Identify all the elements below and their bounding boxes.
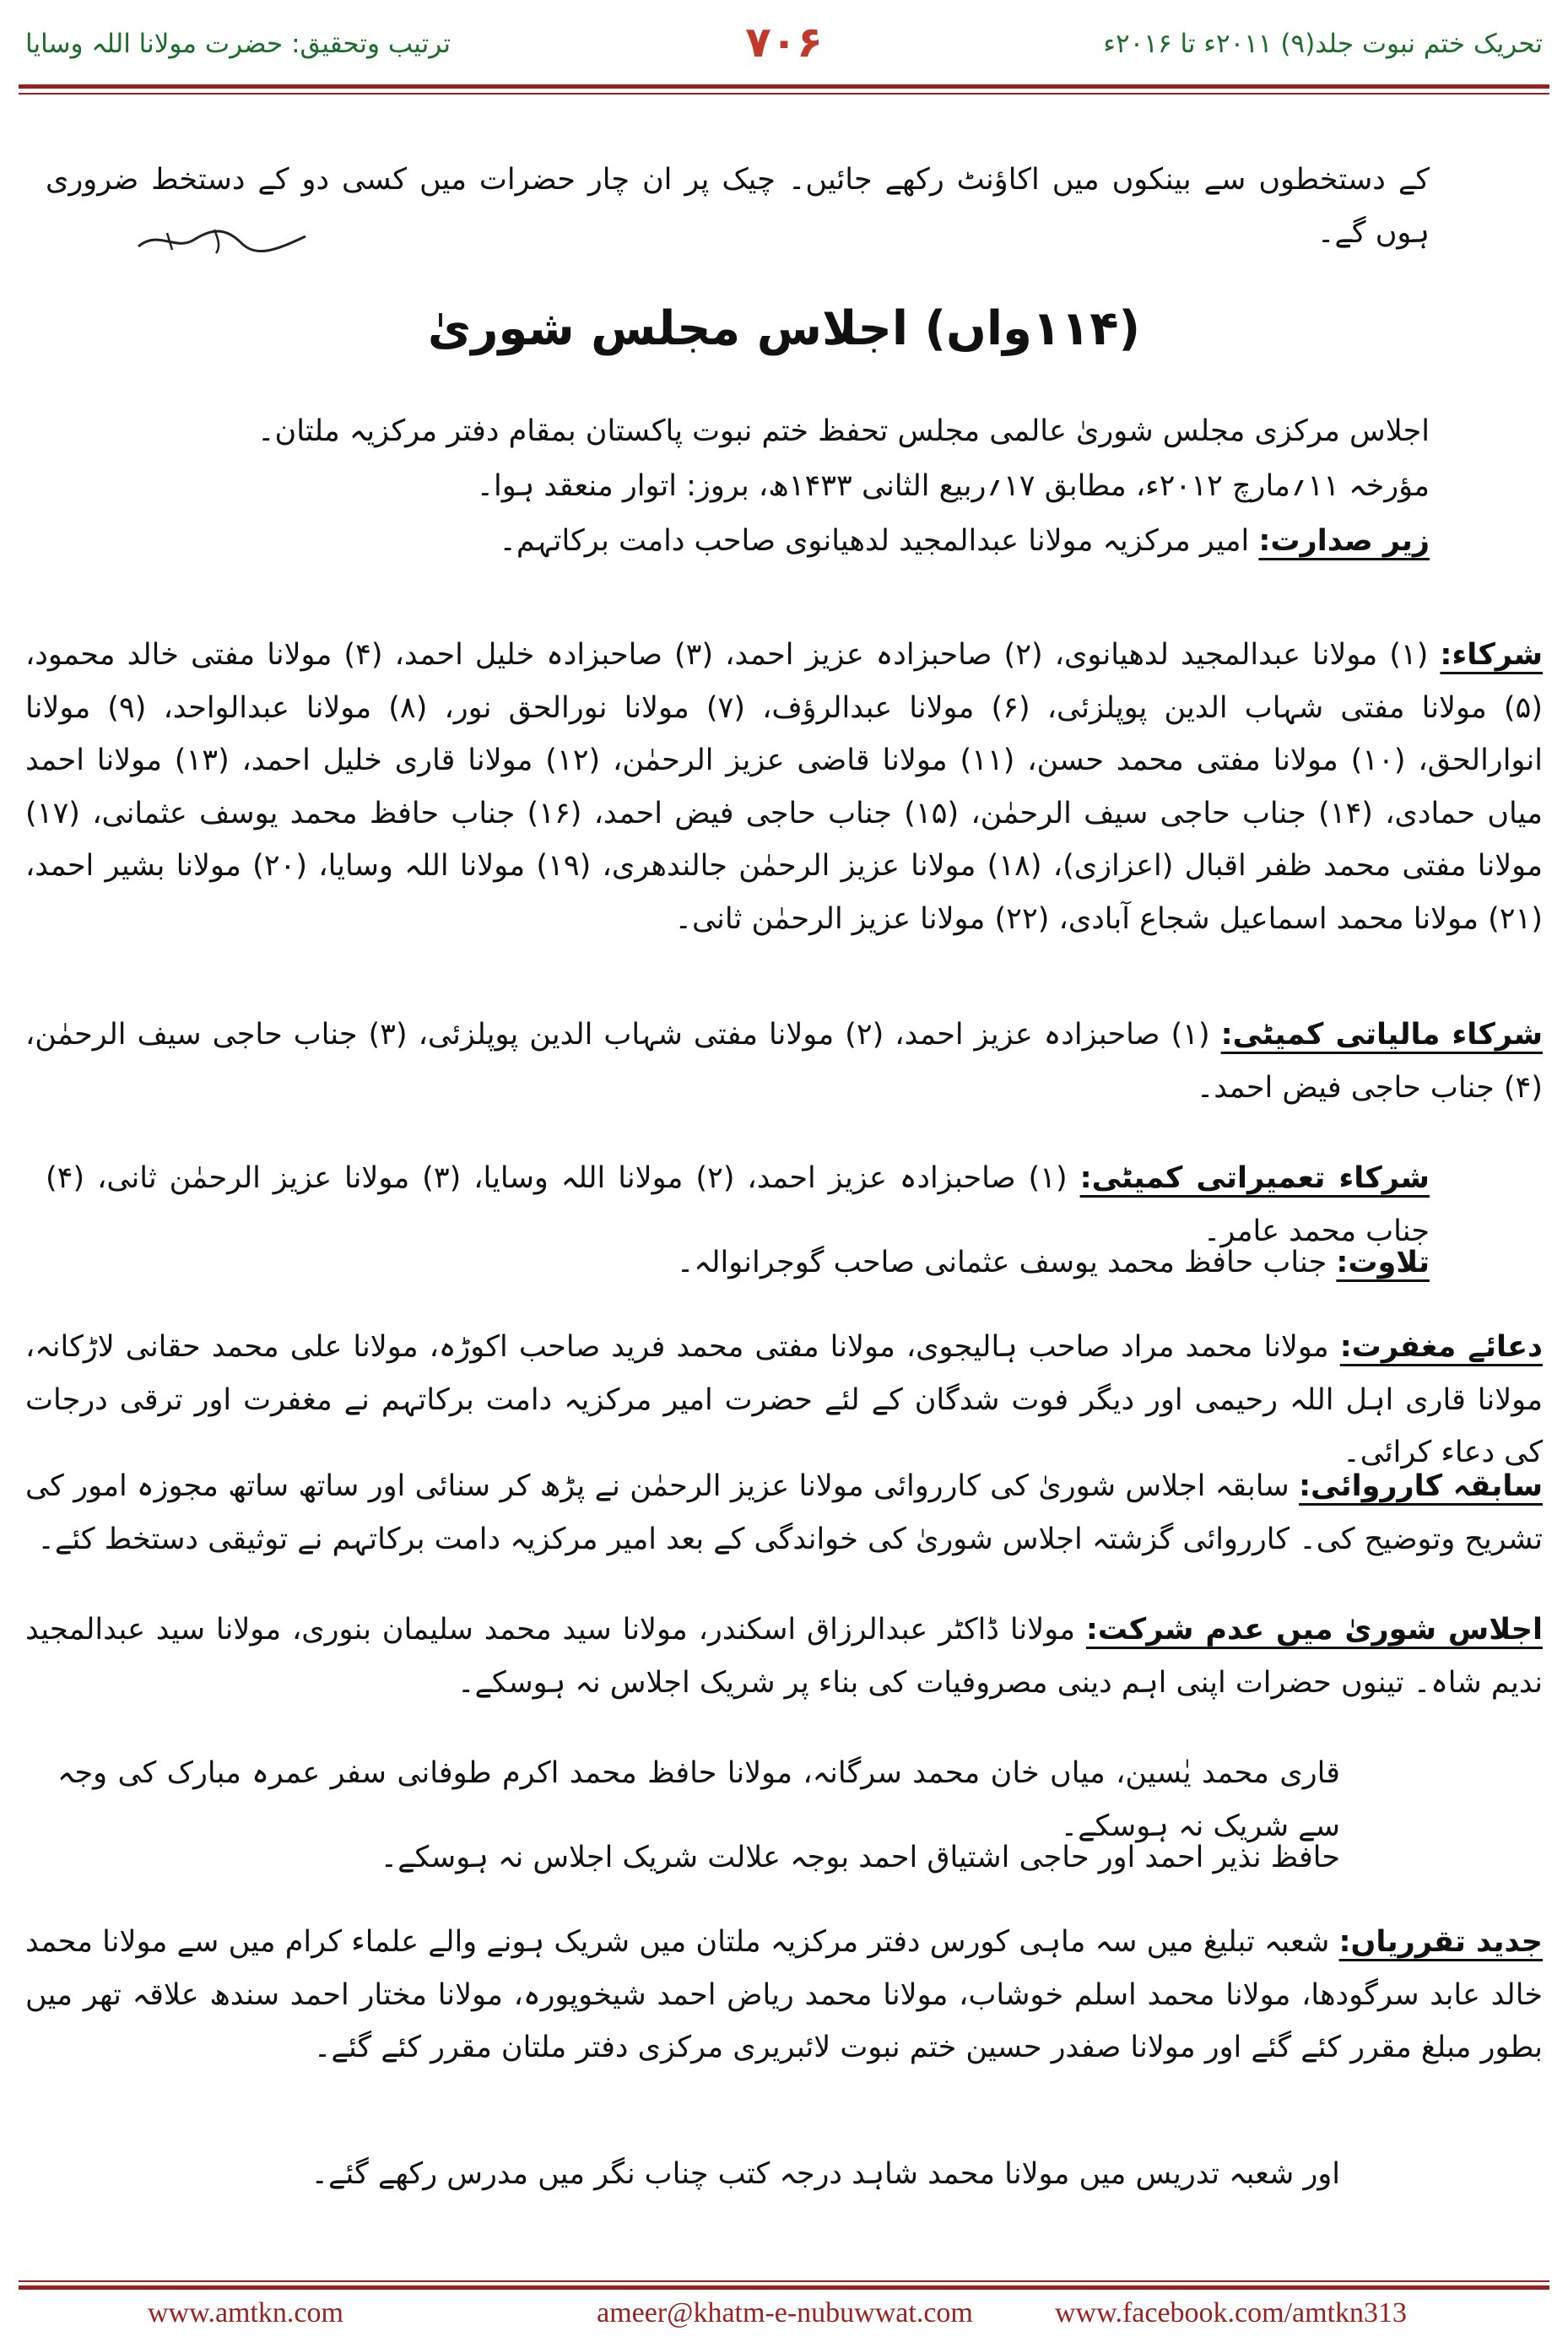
recitation-paragraph <box>46 1236 1430 1290</box>
series-title: تحریک ختم نبوت جلد(۹) ۲۰۱۱ء تا ۲۰۱۶ء <box>1103 29 1543 59</box>
facebook-link[interactable]: www.facebook.com/amtkn313 <box>1055 2297 1408 2328</box>
construction-committee-label: شرکاء تعمیراتی کمیٹی: <box>1079 1161 1430 1195</box>
participants-label: شرکاء: <box>1440 638 1543 672</box>
appointments-label: جدید تقرریاں: <box>1338 1925 1543 1959</box>
signature-mark <box>133 221 311 260</box>
absence-paragraph <box>25 1604 1543 1709</box>
presidency-paragraph <box>46 515 1430 568</box>
header-rule-thin <box>19 93 1549 95</box>
intro-line: کے دستخطوں سے بینکوں میں اکاؤنٹ رکھے جائیں۔ چیک پر ان چار حضرات میں کسی دو کے دستخط ضروری ہوں گے۔ <box>46 163 1430 250</box>
website-link[interactable]: www.amtkn.com <box>148 2297 343 2328</box>
finance-committee-label: شرکاء مالیاتی کمیٹی: <box>1220 1018 1543 1052</box>
previous-proceedings-text: سابقہ اجلاس شوریٰ کی کارروائی مولانا عزیز الرحمٰن نے پڑھ کر سنائی اور ساتھ ساتھ مجوزہ امور کی تشریح وتوضیح کی۔ کارروائی گزشتہ اجلاس شوریٰ کی خواندگی کے بعد امیر مرکزیہ دامت برکاتہم نے توثیقی دستخط کئے۔ <box>25 1469 1543 1556</box>
previous-proceedings-paragraph <box>25 1460 1543 1566</box>
recitation-label: تلاوت: <box>1336 1246 1430 1279</box>
appointments-text: شعبہ تبلیغ میں سہ ماہی کورس دفتر مرکزیہ ملتان میں شریک ہونے والے علماء کرام میں سے مولانا محمد خالد عابد سرگودھا، مولانا محمد اسلم خوشاب، مولانا محمد ریاض احمد شیخوپورہ، مولانا مختار احمد سندھ علاقہ تھر میں بطور مبلغ مقرر کئے گئے اور مولانا صفدر حسین ختم نبوت لائبریری مرکزی دفتر ملتان مقرر کئے گئے۔ <box>25 1925 1543 2064</box>
prayer-paragraph <box>25 1321 1543 1479</box>
meeting-line-2: مؤرخہ ۱۱؍مارچ ۲۰۱۲ء، مطابق ۱۷؍ربیع الثانی ۱۴۳۳ھ، بروز: اتوار منعقد ہوا۔ <box>476 469 1430 503</box>
footer-rule-thin <box>19 2280 1549 2282</box>
email-link[interactable]: ameer@khatm-e-nubuwwat.com <box>597 2297 973 2328</box>
absence-line-3: حافظ نذیر احمد اور حاجی اشتیاق احمد بوجہ علالت شریک اجلاس نہ ہوسکے۔ <box>380 1841 1340 1874</box>
absence-text: مولانا ڈاکٹر عبدالرزاق اسکندر، مولانا سید محمد سلیمان بنوری، مولانا سید عبدالمجید ندیم شاہ۔ تینوں حضرات اپنی اہم دینی مصروفیات کی بناء پر شریک اجلاس نہ ہوسکے۔ <box>25 1613 1543 1700</box>
appointments-paragraph <box>25 1916 1543 2074</box>
presidency-label: زیر صدارت: <box>1258 524 1430 558</box>
construction-committee-text: (۱) صاحبزادہ عزیز احمد، (۲) مولانا اللہ وسایا، (۳) مولانا عزیز الرحمٰن ثانی، (۴) جناب محمد عامر۔ <box>46 1161 1430 1248</box>
footer-rule <box>19 2285 1549 2290</box>
recitation-text: جناب حافظ محمد یوسف عثمانی صاحب گوجرانوالہ۔ <box>676 1246 1337 1279</box>
absence-label: اجلاس شوریٰ میں عدم شرکت: <box>1085 1613 1543 1647</box>
page-title: (۱۱۴واں) اجلاس مجلس شوریٰ <box>427 301 1141 356</box>
page-header <box>0 0 1568 84</box>
finance-committee-text: (۱) صاحبزادہ عزیز احمد، (۲) مولانا مفتی شہاب الدین پوپلزئی، (۳) جناب حاجی سیف الرحمٰن، (۴) جناب حاجی فیض احمد۔ <box>25 1018 1543 1105</box>
participants-paragraph <box>25 629 1543 945</box>
header-rule <box>19 84 1549 89</box>
finance-committee-paragraph <box>25 1009 1543 1114</box>
appointments-line-2: اور شعبہ تدریس میں مولانا محمد شاہد درجہ کتب چناب نگر میں مدرس رکھے گئے۔ <box>311 2157 1340 2191</box>
meeting-line-1: اجلاس مرکزی مجلس شوریٰ عالمی مجلس تحفظ ختم نبوت پاکستان بمقام دفتر مرکزیہ ملتان۔ <box>257 414 1430 448</box>
previous-proceedings-label: سابقہ کارروائی: <box>1299 1469 1543 1503</box>
page-number: ۷۰۶ <box>745 18 823 67</box>
prayer-text: مولانا محمد مراد صاحب ہالیجوی، مولانا مفتی محمد فرید صاحب اکوڑہ، مولانا علی محمد حقانی لاڑکانہ، مولانا قاری اہل اللہ رحیمی اور دیگر فوت شدگان کے لئے حضرت امیر مرکزیہ دامت برکاتہم نے مغفرت اور ترقی درجات کی دعاء کرائی۔ <box>25 1330 1543 1469</box>
compiler-credit: ترتیب وتحقیق: حضرت مولانا اللہ وسایا <box>25 29 451 59</box>
prayer-label: دعائے مغفرت: <box>1339 1330 1543 1364</box>
participants-text: (۱) مولانا عبدالمجید لدھیانوی، (۲) صاحبزادہ عزیز احمد، (۳) صاحبزادہ خلیل احمد، (۴) مولانا مفتی خالد محمود، (۵) مولانا مفتی شہاب الدین پوپلزئی، (۶) مولانا عبدالرؤف، (۷) مولانا نورالحق نور، (۸) مولانا عبدالواحد، (۹) مولانا انوارالحق، (۱۰) مولانا مفتی محمد حسن، (۱۱) مولانا قاضی عزیز الرحمٰن، (۱۲) مولانا قاری خلیل احمد، (۱۳) مولانا احمد میاں حمادی، (۱۴) جناب حاجی سیف الرحمٰن، (۱۵) جناب حاجی فیض احمد، (۱۶) جناب حافظ محمد یوسف عثمانی، (۱۷) مولانا مفتی محمد ظفر اقبال (اعزازی)، (۱۸) مولانا عزیز الرحمٰن جالندھری، (۱۹) مولانا اللہ وسایا، (۲۰) مولانا بشیر احمد، (۲۱) مولانا محمد اسماعیل شجاع آبادی، (۲۲) مولانا عزیز الرحمٰن ثانی۔ <box>25 638 1543 936</box>
absence-line-2: قاری محمد یٰسین، میاں خان محمد سرگانہ، مولانا حافظ محمد اکرم طوفانی سفر عمرہ مبارک کی وجہ سے شریک نہ ہوسکے۔ <box>57 1756 1340 1843</box>
presidency-text: امیر مرکزیہ مولانا عبدالمجید لدھیانوی صاحب دامت برکاتہم۔ <box>499 524 1259 558</box>
